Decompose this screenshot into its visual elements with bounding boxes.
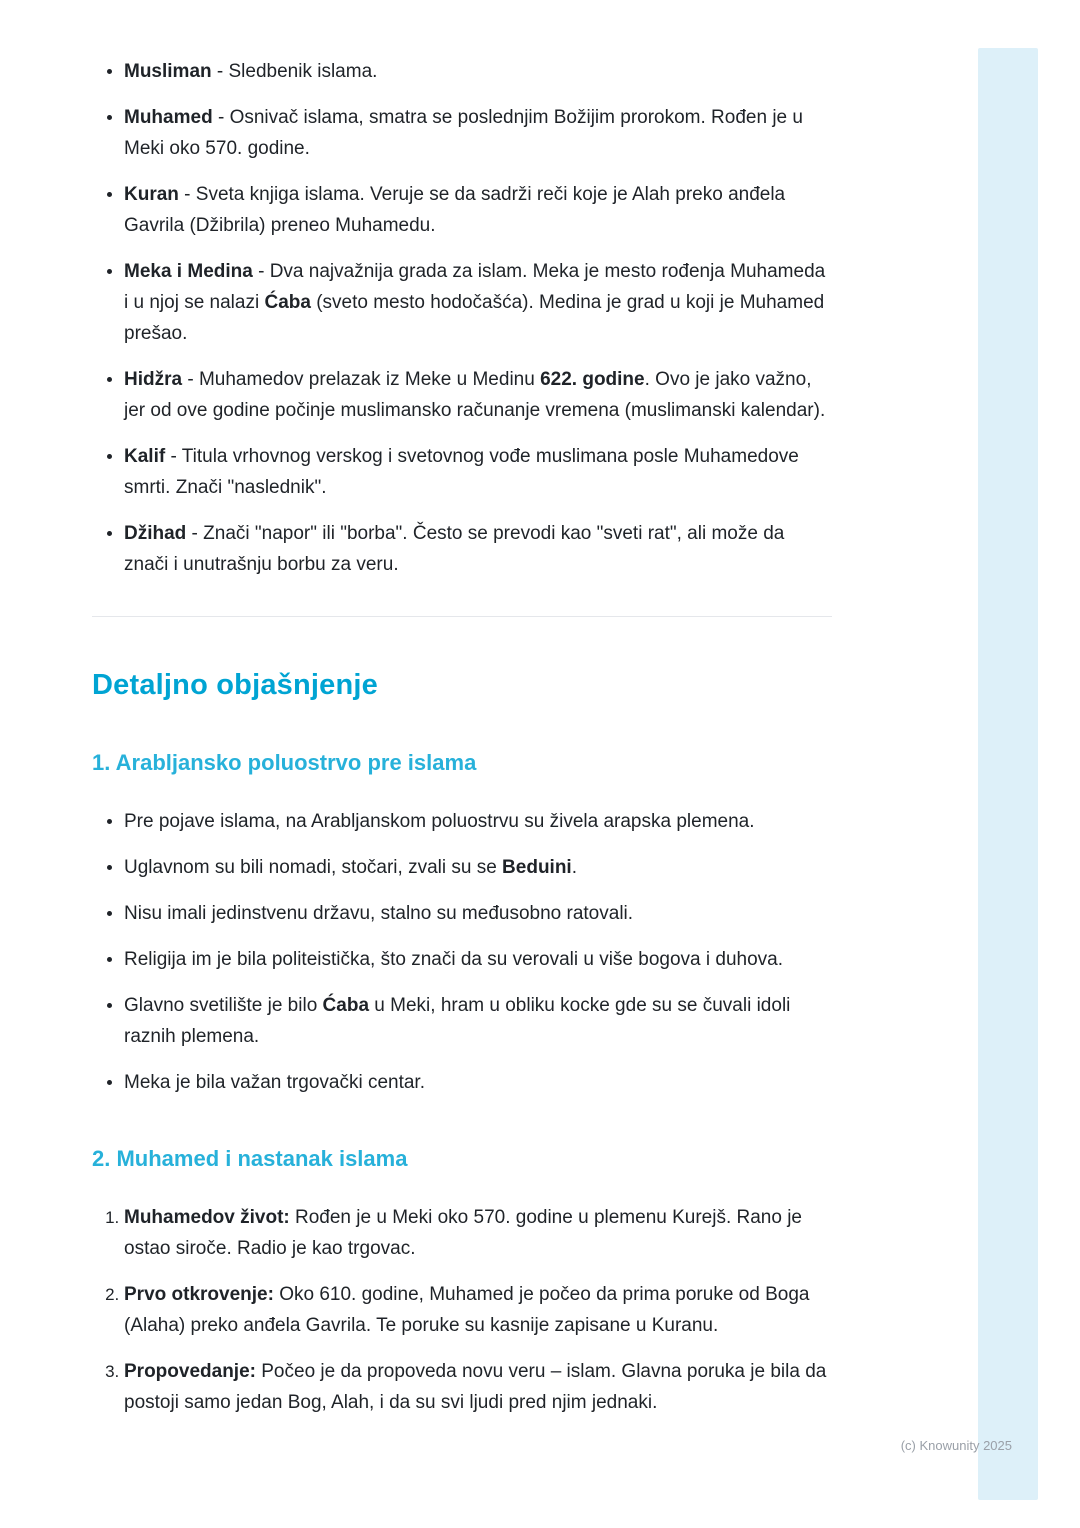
list-item: [124, 990, 832, 1052]
bold-text: Hidžra: [124, 369, 183, 390]
text: Počeo je da propoveda novu veru – islam. Glavna poruka je bila da postoji samo jedan Bog, Alah, i da su svi ljudi pred njim jednaki.: [124, 1361, 827, 1413]
document-content: [92, 0, 832, 1418]
bold-text: Džihad: [124, 523, 187, 544]
list-item: [124, 944, 832, 975]
text: Religija im je bila politeistička, što znači da su verovali u više bogova i duhova.: [124, 949, 784, 970]
text: (sveto mesto hodočašća). Medina je grad u koji je Muhamed prešao.: [124, 292, 825, 344]
list-item: [124, 518, 832, 580]
list-item: [124, 102, 832, 164]
detail-heading: Detaljno objašnjenje: [92, 669, 378, 701]
bold-text: Meka i Medina: [124, 261, 253, 282]
text: - Sledbenik islama.: [211, 61, 378, 82]
bold-text: Prvo otkrovenje:: [124, 1284, 274, 1305]
text: Pre pojave islama, na Arabljanskom poluostrvu su živela arapska plemena.: [124, 811, 755, 832]
bold-text: Ćaba: [264, 292, 311, 313]
text: - Dva najvažnija grada za islam. Meka je mesto rođenja Muhameda i u njoj se nalazi: [124, 261, 826, 313]
list-item: [124, 56, 832, 87]
list-item: [124, 898, 832, 929]
list-item: [124, 1356, 832, 1418]
list-item: [124, 852, 832, 883]
copyright-notice: (c) Knowunity 2025: [900, 1438, 1012, 1453]
list-item: [124, 256, 832, 349]
bold-text: Kalif: [124, 446, 166, 467]
bold-text: 622. godine: [540, 369, 645, 390]
bold-text: Propovedanje:: [124, 1361, 256, 1382]
section-divider: [92, 616, 832, 617]
text: - Titula vrhovnog verskog i svetovnog vođe muslimana posle Muhamedove smrti. Znači "naslednik".: [124, 446, 799, 498]
text: .: [571, 857, 577, 878]
list-item: [124, 806, 832, 837]
bold-text: Beduini: [502, 857, 572, 878]
list-item: [124, 1202, 832, 1264]
text: u Meki, hram u obliku kocke gde su se čuvali idoli raznih plemena.: [124, 995, 791, 1047]
list-item: [124, 1279, 832, 1341]
section-1-list: [92, 806, 832, 1098]
bold-text: Muhamed: [124, 107, 213, 128]
sidebar-accent-strip: [978, 48, 1038, 1500]
bold-text: Kuran: [124, 184, 179, 205]
list-item: [124, 1067, 832, 1098]
text: Uglavnom su bili nomadi, stočari, zvali su se: [124, 857, 503, 878]
list-item: [124, 364, 832, 426]
text: - Osnivač islama, smatra se poslednjim Božijim prorokom. Rođen je u Meki oko 570. godine.: [124, 107, 803, 159]
list-item: [124, 179, 832, 241]
bold-text: Muhamedov život:: [124, 1207, 290, 1228]
islam-terms-list: [92, 56, 832, 580]
text: - Znači "napor" ili "borba". Često se prevodi kao "sveti rat", ali može da znači i unutrašnju borbu za veru.: [124, 523, 785, 575]
text: - Sveta knjiga islama. Veruje se da sadrži reči koje je Alah preko anđela Gavrila (Džibrila) preneo Muhamedu.: [124, 184, 786, 236]
text: Meka je bila važan trgovački centar.: [124, 1072, 425, 1093]
text: Rođen je u Meki oko 570. godine u plemenu Kurejš. Rano je ostao siroče. Radio je kao trgovac.: [124, 1207, 803, 1259]
section-1-heading: 1. Arabljansko poluostrvo pre islama: [92, 750, 477, 775]
text: Nisu imali jedinstvenu državu, stalno su međusobno ratovali.: [124, 903, 634, 924]
text: Oko 610. godine, Muhamed je počeo da prima poruke od Boga (Alaha) preko anđela Gavrila. Te poruke su kasnije zapisane u Kuranu.: [124, 1284, 810, 1336]
section-2-list: [92, 1202, 832, 1418]
list-item: [124, 441, 832, 503]
text: - Muhamedov prelazak iz Meke u Medinu: [182, 369, 541, 390]
section-2-heading: 2. Muhamed i nastanak islama: [92, 1146, 408, 1171]
text: . Ovo je jako važno, jer od ove godine počinje muslimansko računanje vremena (muslimanski kalendar).: [124, 369, 826, 421]
bold-text: Ćaba: [322, 995, 370, 1016]
text: Glavno svetilište je bilo: [124, 995, 323, 1016]
bold-text: Musliman: [124, 61, 212, 82]
